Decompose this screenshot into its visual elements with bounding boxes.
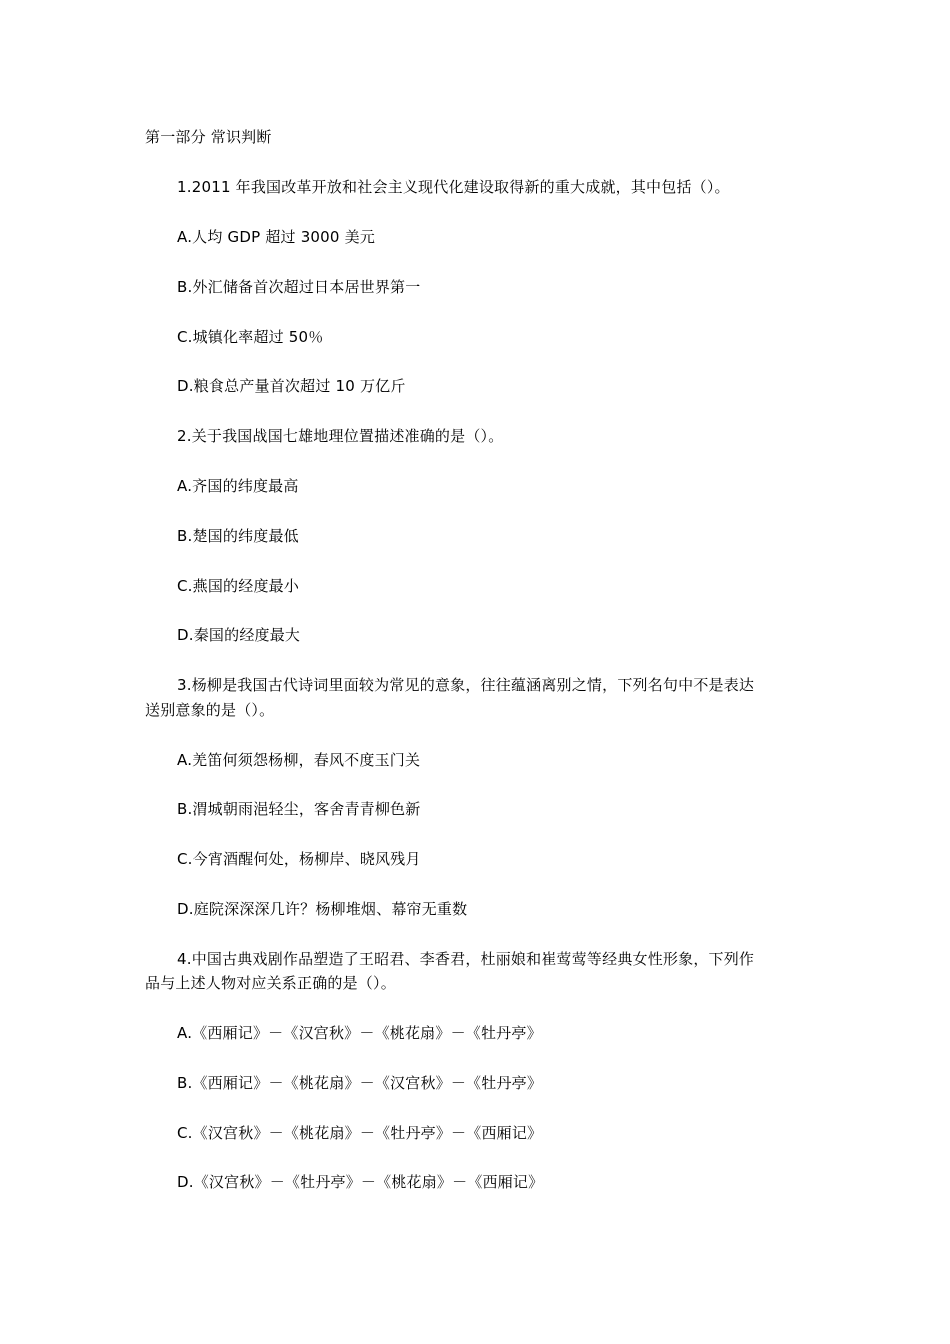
question-4-stem: 4.中国古典戏剧作品塑造了王昭君、李香君，杜丽娘和崔莺莺等经典女性形象，下列作	[177, 950, 755, 968]
question-3-option-d: D.庭院深深深几许？杨柳堆烟、幕帘无重数	[177, 900, 468, 918]
question-3-stem-continued: 送别意象的是（）。	[145, 701, 275, 719]
question-4-option-c: C.《汉宫秋》－《桃花扇》－《牡丹亭》－《西厢记》	[177, 1124, 543, 1142]
question-4-option-a: A.《西厢记》－《汉宫秋》－《桃花扇》－《牡丹亭》	[177, 1024, 542, 1042]
question-3-option-a: A.羌笛何须怨杨柳，春风不度玉门关	[177, 751, 421, 769]
question-2-option-d: D.秦国的经度最大	[177, 626, 301, 644]
question-1-option-d: D.粮食总产量首次超过 10 万亿斤	[177, 377, 406, 395]
question-3-option-b: B.渭城朝雨浥轻尘，客舍青青柳色新	[177, 800, 421, 818]
question-1-stem: 1.2011 年我国改革开放和社会主义现代化建设取得新的重大成就，其中包括（）。	[177, 178, 730, 196]
question-2-option-a: A.齐国的纬度最高	[177, 477, 299, 495]
question-4-option-d: D.《汉宫秋》－《牡丹亭》－《桃花扇》－《西厢记》	[177, 1173, 544, 1191]
question-4-stem-continued: 品与上述人物对应关系正确的是（）。	[145, 974, 396, 992]
question-4-option-b: B.《西厢记》－《桃花扇》－《汉宫秋》－《牡丹亭》	[177, 1074, 543, 1092]
question-3-stem: 3.杨柳是我国古代诗词里面较为常见的意象，往往蕴涵离别之情，下列名句中不是表达	[177, 676, 755, 694]
question-2-option-c: C.燕国的经度最小	[177, 577, 300, 595]
question-1-option-a: A.人均 GDP 超过 3000 美元	[177, 228, 376, 246]
section-title: 第一部分 常识判断	[145, 128, 272, 146]
question-1-option-b: B.外汇储备首次超过日本居世界第一	[177, 278, 421, 296]
question-1-option-c: C.城镇化率超过 50％	[177, 328, 324, 346]
question-2-option-b: B.楚国的纬度最低	[177, 527, 299, 545]
question-2-stem: 2.关于我国战国七雄地理位置描述准确的是（）。	[177, 427, 504, 445]
question-3-option-c: C.今宵酒醒何处，杨柳岸、晓风残月	[177, 850, 421, 868]
